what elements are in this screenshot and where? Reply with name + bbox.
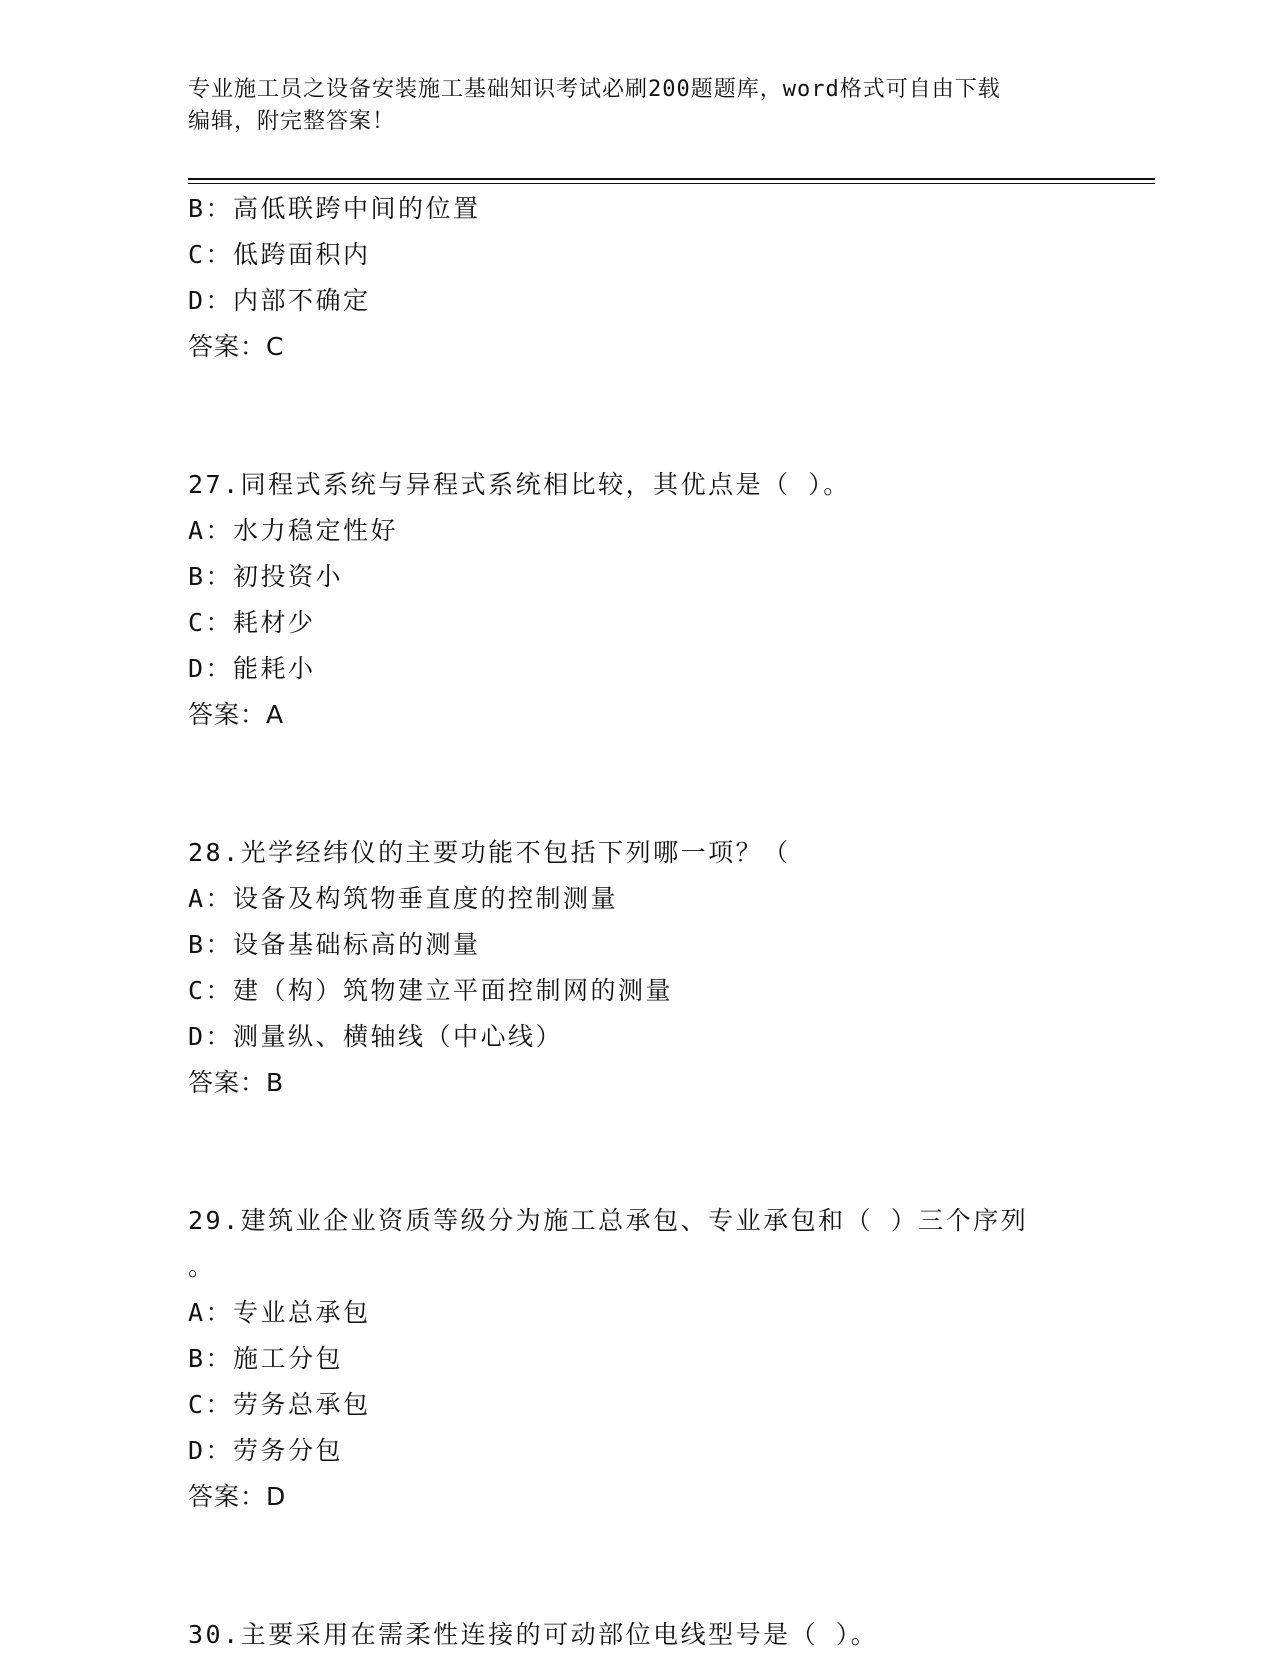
document-header — [188, 74, 1088, 138]
spacer — [188, 738, 1088, 830]
option-d: D：测量纵、横轴线（中心线） — [188, 1022, 564, 1051]
option-b: B：高低联跨中间的位置 — [188, 194, 481, 223]
question-26-tail — [188, 186, 1088, 370]
answer-line: 答案：D — [188, 1482, 287, 1511]
option-d: D：内部不确定 — [188, 286, 371, 315]
question-stem: 28.光学经纬仪的主要功能不包括下列哪一项？（ — [188, 838, 791, 867]
spacer — [188, 370, 1088, 462]
option-d: D：能耗小 — [188, 654, 316, 683]
answer-line: 答案：C — [188, 332, 285, 361]
spacer — [188, 1106, 1088, 1198]
question-30 — [188, 1612, 1088, 1658]
option-b: B：设备基础标高的测量 — [188, 930, 481, 959]
question-29 — [188, 1198, 1088, 1520]
question-stem-line-2: 。 — [188, 1252, 216, 1281]
question-stem-line-1: 29.建筑业企业资质等级分为施工总承包、专业承包和（ ）三个序列 — [188, 1206, 1029, 1235]
spacer — [188, 1520, 1088, 1612]
option-c: C：劳务总承包 — [188, 1390, 371, 1419]
option-b: B：初投资小 — [188, 562, 344, 591]
question-list — [188, 186, 1088, 1658]
question-stem: 27.同程式系统与异程式系统相比较，其优点是（ ）。 — [188, 470, 851, 499]
answer-line: 答案：A — [188, 700, 285, 729]
option-a: A：设备及构筑物垂直度的控制测量 — [188, 884, 619, 913]
question-27 — [188, 462, 1088, 738]
question-28 — [188, 830, 1088, 1106]
option-c: C：低跨面积内 — [188, 240, 371, 269]
option-a: A：专业总承包 — [188, 1298, 371, 1327]
option-c: C：耗材少 — [188, 608, 316, 637]
header-title-line-2: 编辑，附完整答案！ — [188, 109, 396, 134]
option-c: C：建（构）筑物建立平面控制网的测量 — [188, 976, 674, 1005]
option-d: D：劳务分包 — [188, 1436, 344, 1465]
question-stem: 30.主要采用在需柔性连接的可动部位电线型号是（ ）。 — [188, 1620, 879, 1649]
option-b: B：施工分包 — [188, 1344, 344, 1373]
header-divider-thin — [188, 183, 1155, 184]
header-title-line-1: 专业施工员之设备安装施工基础知识考试必刷200题题库，word格式可自由下载 — [188, 77, 1001, 102]
header-divider-thick — [188, 178, 1155, 180]
answer-line: 答案：B — [188, 1068, 285, 1097]
option-a: A：水力稳定性好 — [188, 516, 399, 545]
